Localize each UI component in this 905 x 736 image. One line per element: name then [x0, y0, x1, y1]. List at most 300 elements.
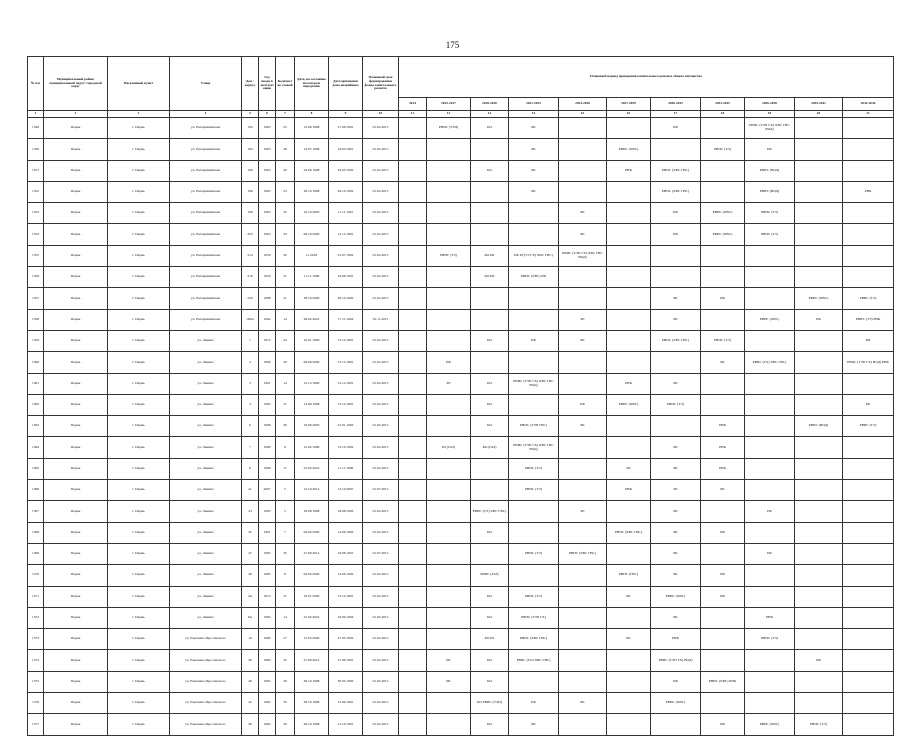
period-cell [399, 607, 427, 628]
period-cell [701, 267, 745, 288]
row-number: 1375 [28, 671, 44, 692]
period-cell: РФ [701, 565, 745, 586]
period-cell [745, 416, 795, 437]
floors-cell: 35 [276, 203, 295, 224]
house-cell: 40 [242, 671, 259, 692]
period-cell: РВИС (ТЭ) [701, 330, 745, 351]
column-number: 12 [427, 111, 471, 118]
period-cell [399, 160, 427, 181]
period-cell: КО [471, 671, 509, 692]
period-cell [795, 629, 843, 650]
year-cell: 1991 [259, 373, 276, 394]
fund-date-cell: 01.02.2015 [363, 671, 399, 692]
district-cell: Пермь [44, 267, 108, 288]
period-cell [427, 565, 471, 586]
floors-cell: 30 [276, 245, 295, 266]
period-cell [745, 671, 795, 692]
period-cell: РК [651, 458, 701, 479]
period-cell [745, 288, 795, 309]
period-cell [795, 224, 843, 245]
header-period: 2024-2026 [559, 98, 607, 111]
date-cell: 15.06.1998 [295, 118, 329, 139]
period-cell [745, 565, 795, 586]
period-cell: КО [471, 607, 509, 628]
period-cell: РВИС (ХВС) [745, 714, 795, 735]
date-cell: 18.09.2003 [295, 416, 329, 437]
house-cell: 184 [242, 139, 259, 160]
period-cell: РВИС (ХВС ГВС) [651, 160, 701, 181]
date-cell: 14.09.1998 [295, 394, 329, 415]
date-cell: 09.09.2009 [295, 352, 329, 373]
fund-date-cell: 01.02.2015 [363, 267, 399, 288]
period-cell [607, 693, 651, 714]
floors-cell: 17 [276, 458, 295, 479]
period-cell [559, 437, 607, 458]
row-number: 1370 [28, 565, 44, 586]
period-cell [795, 693, 843, 714]
year-cell: 1994 [259, 309, 276, 330]
period-cell: РНК [745, 607, 795, 628]
fund-date-cell: 01.02.2015 [363, 288, 399, 309]
period-cell [399, 139, 427, 160]
recognized-date-cell: 26.10.1992 [329, 181, 363, 202]
period-cell [607, 352, 651, 373]
floors-cell: 14 [276, 607, 295, 628]
header-fund-date: Плановый срок формирования фонда капитального ремонта [363, 57, 399, 111]
period-cell: РВИС (ГАЗ) [471, 565, 509, 586]
period-cell [399, 650, 427, 671]
period-cell: РК [651, 522, 701, 543]
period-cell [745, 650, 795, 671]
period-cell: РВИС (ХВС) [651, 693, 701, 714]
period-cell: РК [509, 118, 559, 139]
settlement-cell: г. Пермь [108, 160, 170, 181]
year-cell: 2007 [259, 480, 276, 501]
year-cell: 1964 [259, 714, 276, 735]
district-cell: Пермь [44, 671, 108, 692]
year-cell: 1964 [259, 693, 276, 714]
recognized-date-cell: 19.09.1994 [329, 607, 363, 628]
period-cell [745, 458, 795, 479]
floors-cell: 33 [276, 224, 295, 245]
district-cell: Пермь [44, 118, 108, 139]
house-cell: 4А [242, 586, 259, 607]
period-cell [795, 586, 843, 607]
settlement-cell: г. Пермь [108, 693, 170, 714]
table-row [28, 394, 894, 415]
period-cell [427, 586, 471, 607]
period-cell [471, 224, 509, 245]
period-cell [559, 181, 607, 202]
date-cell: 15.05.2000 [295, 629, 329, 650]
district-cell: Пермь [44, 139, 108, 160]
settlement-cell: г. Пермь [108, 629, 170, 650]
district-cell: Пермь [44, 586, 108, 607]
settlement-cell: г. Пермь [108, 203, 170, 224]
period-cell: РВИС (ГАЗ ХВС ГВС) [509, 650, 559, 671]
year-cell: 1963 [259, 139, 276, 160]
period-cell [795, 671, 843, 692]
period-cell: РК [651, 309, 701, 330]
period-cell: РК [843, 394, 894, 415]
street-cell: ул. Екатерининская [170, 118, 242, 139]
period-cell: РФ РТ(ТЭ ГХ) ХВС ГВС) [509, 245, 559, 266]
period-cell [701, 118, 745, 139]
period-cell [427, 224, 471, 245]
floors-cell: 35 [276, 693, 295, 714]
recognized-date-cell: 27.05.1992 [329, 629, 363, 650]
period-cell [745, 693, 795, 714]
date-cell: 27.09.2014 [295, 543, 329, 564]
column-number: 15 [559, 111, 607, 118]
period-cell: РНК [607, 480, 651, 501]
year-cell: 1963 [259, 224, 276, 245]
year-cell: 1980 [259, 629, 276, 650]
fund-date-cell: 01.02.2015 [363, 416, 399, 437]
period-cell [651, 416, 701, 437]
period-cell [843, 118, 894, 139]
period-cell: РВИС (ТЭП ГХ) ВОД) РНК [843, 352, 894, 373]
house-cell: 2 [242, 352, 259, 373]
row-number: 1351 [28, 160, 44, 181]
period-cell [745, 480, 795, 501]
street-cell: ул. Ленина [170, 458, 242, 479]
house-cell: 3 [242, 373, 259, 394]
date-cell: 15.02.1989 [295, 437, 329, 458]
header-first-privatization: Дата, на состояние на которую определено [295, 57, 329, 111]
period-cell [701, 543, 745, 564]
period-cell: РВИС (ХВС ГВС) [651, 181, 701, 202]
date-cell: 14.07.1998 [295, 139, 329, 160]
period-cell: РНК [607, 373, 651, 394]
table-row [28, 245, 894, 266]
period-cell [795, 522, 843, 543]
table-row [28, 352, 894, 373]
district-cell: Пермь [44, 181, 108, 202]
period-cell: РВИС (ХВС) [651, 586, 701, 607]
period-cell [427, 714, 471, 735]
period-cell: РФ [701, 586, 745, 607]
district-cell: Пермь [44, 650, 108, 671]
period-cell: КО [471, 650, 509, 671]
period-cell: РВИС (ВОД) [745, 160, 795, 181]
period-cell: РВИС (ГХ) ХВС ГВС) [745, 352, 795, 373]
period-cell: РНК [843, 181, 894, 202]
period-cell [843, 543, 894, 564]
period-cell [607, 650, 651, 671]
table-row [28, 565, 894, 586]
header-period: 2021-2023 [509, 98, 559, 111]
period-cell: РВИС (ТЭ) [745, 224, 795, 245]
period-cell: РВИС (ТЭП ГВС) [509, 416, 559, 437]
period-cell [795, 118, 843, 139]
period-cell [843, 501, 894, 522]
period-cell [509, 671, 559, 692]
floors-cell: 35 [276, 543, 295, 564]
recognized-date-cell: 11.11.1996 [329, 458, 363, 479]
date-cell: 25.02.2022 [295, 458, 329, 479]
period-cell [399, 330, 427, 351]
column-number: 5 [242, 111, 259, 118]
date-cell: 09.10.2000 [295, 224, 329, 245]
header-district: Муниципальный район/ муниципальный округ/ городской округ [44, 57, 108, 111]
date-cell: 28.10.1998 [295, 671, 329, 692]
street-cell: ул. Екатерининская [170, 224, 242, 245]
recognized-date-cell: 27.08.1991 [329, 118, 363, 139]
house-cell: 47 [242, 543, 259, 564]
header-floors: Количество этажей [276, 57, 295, 111]
district-cell: Пермь [44, 245, 108, 266]
house-cell: 4 [242, 394, 259, 415]
column-number: 3 [108, 111, 170, 118]
period-cell: РФ [795, 309, 843, 330]
header-period: 2014 [399, 98, 427, 111]
table-row [28, 650, 894, 671]
column-number: 9 [329, 111, 363, 118]
header-year: Год ввода в эксплуатацию [259, 57, 276, 111]
floors-cell: 5 [276, 501, 295, 522]
period-cell: РК [427, 671, 471, 692]
recognized-date-cell: 27.09.1991 [329, 650, 363, 671]
district-cell: Пермь [44, 629, 108, 650]
row-number: 1374 [28, 650, 44, 671]
period-cell: РК [559, 203, 607, 224]
period-cell [607, 245, 651, 266]
table-row [28, 480, 894, 501]
fund-date-cell: 01.02.2015 [363, 522, 399, 543]
period-cell [607, 288, 651, 309]
street-cell: ул. Емельяна Ярославского [170, 693, 242, 714]
period-cell [651, 139, 701, 160]
period-cell [399, 118, 427, 139]
settlement-cell: г. Пермь [108, 352, 170, 373]
house-cell: 184 [242, 118, 259, 139]
district-cell: Пермь [44, 373, 108, 394]
recognized-date-cell: 01.01.1992 [329, 416, 363, 437]
period-cell [795, 203, 843, 224]
period-cell [471, 458, 509, 479]
period-cell [559, 586, 607, 607]
settlement-cell: г. Пермь [108, 458, 170, 479]
header-house: Дом / корпус [242, 57, 259, 111]
date-cell: 02.02.2000 [295, 522, 329, 543]
period-cell: РВИС (ХВС) [701, 224, 745, 245]
period-cell [427, 480, 471, 501]
district-cell: Пермь [44, 437, 108, 458]
period-cell [427, 522, 471, 543]
period-cell: РНК [701, 416, 745, 437]
period-cell [701, 650, 745, 671]
period-cell: РК [559, 224, 607, 245]
period-cell: РВИС (ТЭП ГХ) ХВС ГВС ВОД) [509, 373, 559, 394]
period-cell: РВИС (ТЭ) [701, 139, 745, 160]
settlement-cell: г. Пермь [108, 480, 170, 501]
period-cell [509, 224, 559, 245]
period-cell: РФ [701, 288, 745, 309]
recognized-date-cell: 16.03.1991 [329, 139, 363, 160]
table-row [28, 693, 894, 714]
period-cell [843, 650, 894, 671]
recognized-date-cell: 14.06.1992 [329, 522, 363, 543]
table-row [28, 160, 894, 181]
period-cell [607, 714, 651, 735]
year-cell: 1965 [259, 181, 276, 202]
period-cell: РВИС (ТЭ) [509, 586, 559, 607]
period-cell [427, 416, 471, 437]
recognized-date-cell: 31.12.1991 [329, 330, 363, 351]
period-cell: РВИС (ТЭП) [427, 118, 471, 139]
row-number: 1360 [28, 352, 44, 373]
header-period: 2018-2020 [471, 98, 509, 111]
table-row [28, 671, 894, 692]
row-number: 1350 [28, 139, 44, 160]
header-period: 2042-2044 [843, 98, 894, 111]
house-cell: 10 [242, 629, 259, 650]
period-cell [399, 565, 427, 586]
date-cell: 27.09.2014 [295, 650, 329, 671]
house-cell: 41 [242, 480, 259, 501]
period-cell: РВИС (ТЭ) [843, 416, 894, 437]
row-number: 1356 [28, 267, 44, 288]
period-cell [651, 714, 701, 735]
period-cell: РНК [607, 160, 651, 181]
fund-date-cell: 01.02.2015 [363, 245, 399, 266]
year-cell: 1968 [259, 416, 276, 437]
house-cell: 43 [242, 501, 259, 522]
fund-date-cell: 01.07.2015 [363, 543, 399, 564]
fund-date-cell: 01.02.2015 [363, 693, 399, 714]
row-number: 1372 [28, 607, 44, 628]
period-cell [795, 160, 843, 181]
period-cell: РЛ [559, 309, 607, 330]
period-cell [427, 458, 471, 479]
year-cell: 1959 [259, 245, 276, 266]
settlement-cell: г. Пермь [108, 224, 170, 245]
recognized-date-cell: 29.05.1992 [329, 160, 363, 181]
date-cell: 30.10.2000 [295, 288, 329, 309]
row-number: 1365 [28, 458, 44, 479]
fund-date-cell: 01.02.2015 [363, 629, 399, 650]
settlement-cell: г. Пермь [108, 373, 170, 394]
period-cell [701, 629, 745, 650]
period-cell [745, 373, 795, 394]
period-cell: РВИС (ТЭ) [509, 480, 559, 501]
table-row [28, 586, 894, 607]
period-cell [399, 671, 427, 692]
period-cell [559, 139, 607, 160]
district-cell: Пермь [44, 458, 108, 479]
recognized-date-cell: 30.05.1992 [329, 671, 363, 692]
street-cell: ул. Ленина [170, 352, 242, 373]
settlement-cell: г. Пермь [108, 118, 170, 139]
period-cell: РВИС (ТЭ) [509, 543, 559, 564]
period-cell: РК [651, 565, 701, 586]
settlement-cell: г. Пермь [108, 607, 170, 628]
period-cell [559, 650, 607, 671]
header-period: 2015-2017 [427, 98, 471, 111]
period-cell [471, 288, 509, 309]
period-cell: КО [471, 586, 509, 607]
header-recognized-date: Дата признания дома аварийным [329, 57, 363, 111]
house-cell: 203 [242, 224, 259, 245]
fund-date-cell: 01.02.2015 [363, 650, 399, 671]
house-cell: 48 [242, 714, 259, 735]
period-cell [843, 139, 894, 160]
street-cell: ул. Екатерининская [170, 288, 242, 309]
period-cell: РК [651, 437, 701, 458]
period-cell [607, 416, 651, 437]
floors-cell: 28 [276, 139, 295, 160]
fund-date-cell: 01.07.2015 [363, 480, 399, 501]
fund-date-cell: 01.02.2015 [363, 352, 399, 373]
period-cell [559, 565, 607, 586]
period-cell: РФ [843, 330, 894, 351]
row-number: 1369 [28, 543, 44, 564]
floors-cell: 14 [276, 373, 295, 394]
recognized-date-cell: 31.12.1991 [329, 373, 363, 394]
period-cell: КО [471, 394, 509, 415]
house-cell: 166А [242, 309, 259, 330]
date-cell: 25.02.2022 [295, 607, 329, 628]
period-cell [427, 160, 471, 181]
period-cell [559, 458, 607, 479]
period-cell [745, 394, 795, 415]
fund-date-cell: 01.02.2015 [363, 181, 399, 202]
period-cell [427, 543, 471, 564]
period-cell [509, 309, 559, 330]
period-cell [745, 437, 795, 458]
period-cell [559, 714, 607, 735]
fund-date-cell: 01.02.2015 [363, 458, 399, 479]
row-number: 1352 [28, 181, 44, 202]
row-number: 1357 [28, 288, 44, 309]
house-cell: 216 [242, 267, 259, 288]
district-cell: Пермь [44, 607, 108, 628]
street-cell: ул. Ленина [170, 586, 242, 607]
period-cell: РФ [427, 352, 471, 373]
column-number: 18 [701, 111, 745, 118]
row-number: 1363 [28, 416, 44, 437]
recognized-date-cell: 13.10.1992 [329, 437, 363, 458]
period-cell [399, 245, 427, 266]
period-cell [701, 394, 745, 415]
column-number: 1 [28, 111, 44, 118]
floors-cell: 31 [276, 267, 295, 288]
date-cell: 24.06.1998 [295, 160, 329, 181]
house-cell: 220 [242, 288, 259, 309]
header-period: 2030-2032 [651, 98, 701, 111]
table-row [28, 629, 894, 650]
period-cell: РК [509, 160, 559, 181]
settlement-cell: г. Пермь [108, 501, 170, 522]
table-row [28, 309, 894, 330]
period-cell [427, 394, 471, 415]
year-cell: 1988 [259, 288, 276, 309]
period-cell [607, 671, 651, 692]
period-cell: РФ [509, 330, 559, 351]
year-cell: 1962 [259, 671, 276, 692]
settlement-cell: г. Пермь [108, 139, 170, 160]
year-cell: 1972 [259, 330, 276, 351]
fund-date-cell: 01.02.2015 [363, 586, 399, 607]
period-cell: РФ [795, 650, 843, 671]
row-number: 1361 [28, 373, 44, 394]
period-cell: РЛ [427, 373, 471, 394]
period-cell: РФ [745, 543, 795, 564]
period-cell [701, 607, 745, 628]
period-cell [795, 501, 843, 522]
column-number: 21 [843, 111, 894, 118]
